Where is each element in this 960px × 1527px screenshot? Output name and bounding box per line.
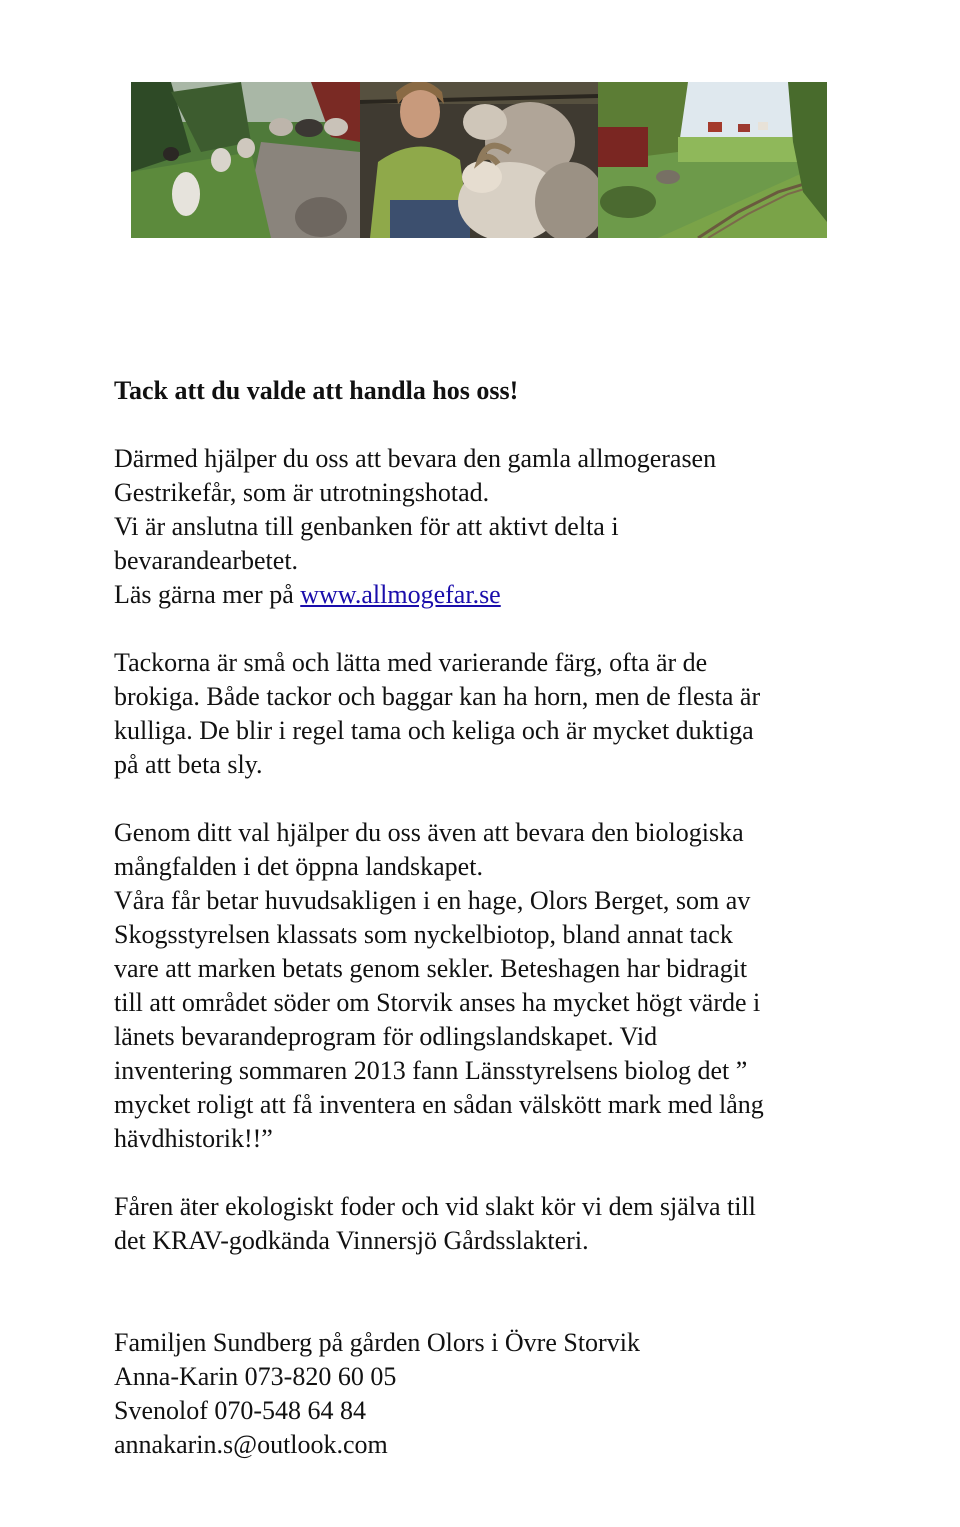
- text-line: kulliga. De blir i regel tama och keliga och är mycket duktiga: [114, 716, 754, 745]
- text-line: brokiga. Både tackor och baggar kan ha horn, men de flesta är: [114, 682, 761, 711]
- text-line: Skogsstyrelsen klassats som nyckelbiotop, bland annat tack: [114, 920, 733, 949]
- text-line: det KRAV-godkända Vinnersjö Gårdsslakteri.: [114, 1226, 589, 1255]
- paragraph-organic-feed: [114, 1190, 854, 1258]
- text-line: mycket roligt att få inventera en sådan välskött mark med lång: [114, 1090, 764, 1119]
- phone-anna-karin: Anna-Karin 073-820 60 05: [114, 1362, 397, 1391]
- thank-you-heading: Tack att du valde att handla hos oss!: [114, 376, 519, 405]
- woman-with-sheep-photo: [360, 82, 598, 238]
- farm-landscape-photo: [598, 82, 827, 238]
- text-line: Genom ditt val hjälper du oss även att bevara den biologiska: [114, 818, 744, 847]
- text-line: Tackorna är små och lätta med varierande färg, ofta är de: [114, 648, 708, 677]
- text-line: bevarandearbetet.: [114, 546, 299, 575]
- text-line: Våra får betar huvudsakligen i en hage, Olors Berget, som av: [114, 886, 751, 915]
- sheep-on-hill-photo: [131, 82, 360, 238]
- text-line: till att området söder om Storvik anses ha mycket högt värde i: [114, 988, 761, 1017]
- signature-block: [114, 1326, 854, 1462]
- text-line: länets bevarandeprogram för odlingslandskapet. Vid: [114, 1022, 658, 1051]
- paragraph-gene-bank: [114, 442, 854, 612]
- text-line: vare att marken betats genom sekler. Beteshagen har bidragit: [114, 954, 748, 983]
- phone-svenolof: Svenolof 070-548 64 84: [114, 1396, 367, 1425]
- text-line: inventering sommaren 2013 fann Länsstyrelsens biolog det ”: [114, 1056, 748, 1085]
- allmogefar-link[interactable]: www.allmogefar.se: [300, 580, 501, 609]
- read-more-text: Läs gärna mer på: [114, 580, 301, 609]
- text-line: på att beta sly.: [114, 750, 263, 779]
- text-line: Vi är anslutna till genbanken för att aktivt delta i: [114, 512, 619, 541]
- text-line: mångfalden i det öppna landskapet.: [114, 852, 483, 881]
- text-line: hävdhistorik!!”: [114, 1124, 273, 1153]
- paragraph-sheep-description: [114, 646, 854, 782]
- letter-body: [114, 374, 854, 1462]
- family-name: Familjen Sundberg på gården Olors i Övre Storvik: [114, 1328, 640, 1357]
- text-line: [114, 578, 854, 612]
- email-address: annakarin.s@outlook.com: [114, 1430, 388, 1459]
- text-line: Fåren äter ekologiskt foder och vid slakt kör vi dem själva till: [114, 1192, 756, 1221]
- paragraph-biodiversity: [114, 816, 854, 1156]
- photo-banner: [131, 82, 827, 238]
- text-line: Gestrikefår, som är utrotningshotad.: [114, 478, 490, 507]
- text-line: Därmed hjälper du oss att bevara den gamla allmogerasen: [114, 444, 717, 473]
